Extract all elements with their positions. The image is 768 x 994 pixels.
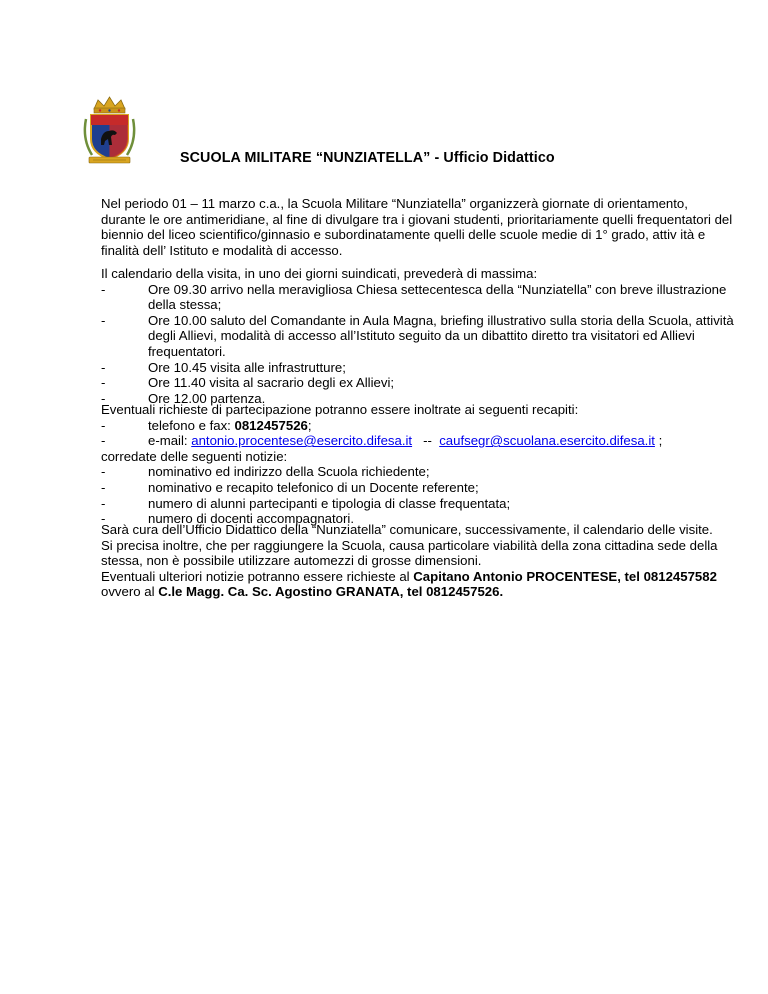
bullet-dash: - [101,312,106,328]
note-line: nominativo e recapito telefonico di un Docente referente; [148,479,479,495]
schedule-item-line: Ore 10.45 visita alle infrastrutture; [148,359,346,375]
intro-line: Nel periodo 01 – 11 marzo c.a., la Scuola Militare “Nunziatella” organizzerà giornate di orientamento, [101,196,688,211]
schedule-section [101,266,734,406]
schedule-item-text [148,312,734,360]
intro-line: finalità dell’ Istituto e modalità di accesso. [101,242,343,258]
closing-line: stessa, non è possibile utilizzare automezzi di grosse dimensioni. [101,553,482,569]
bullet-dash: - [101,417,106,433]
closing-line: Sarà cura dell’Ufficio Didattico della “Nunziatella” comunicare, successivamente, il calendario delle visite. [101,522,713,537]
email-link-procentese[interactable]: antonio.procentese@esercito.difesa.it [191,433,413,449]
schedule-item-line: degli Allievi, modalità di accesso all’Istituto seguito da un dibattito diretto tra visitatori ed Allievi [148,328,695,344]
coat-of-arms-icon [78,95,141,167]
schedule-item [101,312,734,360]
closing-line [101,568,717,585]
intro-line: durante le ore antimeridiane, al fine di divulgare tra i giovani studenti, prioritariamente quelli frequentatori del [101,211,733,227]
schedule-item [101,281,727,313]
schedule-item-line: Ore 10.00 saluto del Comandante in Aula Magna, briefing illustrativo sulla storia della Scuola, attività [148,312,734,328]
email-link-caufsegr[interactable]: caufsegr@scuolana.esercito.difesa.it [439,433,655,449]
contact-person-2: C.le Magg. Ca. Sc. Agostino GRANATA, tel 0812457526. [158,584,504,600]
schedule-intro: Il calendario della visita, in uno dei giorni suindicati, prevederà di massima: [101,266,538,281]
page-title: SCUOLA MILITARE “NUNZIATELLA” - Ufficio Didattico [180,150,555,166]
schedule-item [101,360,701,376]
note-line: numero di alunni partecipanti e tipologia di classe frequentata; [148,495,511,511]
contact-phone-text [148,418,701,434]
contact-person-1: Capitano Antonio PROCENTESE, tel 0812457582 [413,568,717,584]
note-line: nominativo ed indirizzo della Scuola richiedente; [148,464,430,480]
bullet-dash: - [101,359,106,375]
schedule-item-text [148,281,727,313]
note-text [148,496,701,512]
bullet-dash: - [101,281,106,297]
bullet-dash: - [101,479,106,495]
note-text [148,464,701,480]
schedule-item-line: Ore 09.30 arrivo nella meravigliosa Chiesa settecentesca della “Nunziatella” con breve illustrazione [148,281,727,297]
phone-suffix: ; [307,417,312,433]
contact-phone-item [101,418,701,434]
closing-line: Si precisa inoltre, che per raggiungere la Scuola, causa particolare viabilità della zona cittadina sede della [101,537,718,553]
phone-label: telefono e fax: [148,417,235,433]
schedule-item-text [148,375,701,391]
schedule-item-line: frequentatori. [148,343,226,359]
note-item [101,464,701,480]
bullet-dash: - [101,464,106,480]
bullet-dash: - [101,433,106,449]
bullet-dash: - [101,375,106,391]
email-separator: -- [412,433,440,449]
email-label: e-mail: [148,433,192,449]
schedule-item-line: Ore 11.40 visita al sacrario degli ex Allievi; [148,375,395,391]
closing-prefix: Eventuali ulteriori notizie potranno essere richieste al [101,568,414,584]
schedule-item-line: della stessa; [148,297,222,313]
schedule-item-line: Ore 12.00 partenza. [148,390,266,406]
note-item [101,496,701,512]
schedule-item-text [148,360,701,376]
phone-value: 0812457526 [234,417,308,433]
coat-of-arms-emblem [78,95,141,167]
bullet-dash: - [101,511,106,527]
bullet-dash: - [101,390,106,406]
intro-paragraph [101,196,733,258]
email-suffix: ; [654,433,663,449]
schedule-item [101,375,701,391]
closing-prefix: ovvero al [101,584,159,600]
notes-intro: corredate delle seguenti notizie: [101,448,288,464]
note-item [101,480,701,496]
bullet-dash: - [101,495,106,511]
contact-email-text [148,433,701,449]
contact-email-item [101,433,701,449]
intro-line: biennio del liceo scientifico/ginnasio e subordinatamente quelli delle scuole medie di 1° grado, attiv ità e [101,227,706,243]
closing-line [101,584,701,600]
note-text [148,480,701,496]
contacts-intro: Eventuali richieste di partecipazione potranno essere inoltrate ai seguenti recapiti: [101,402,579,417]
closing-section [101,522,718,600]
note-line: numero di docenti accompagnatori. [148,511,354,527]
contacts-section [101,402,701,527]
